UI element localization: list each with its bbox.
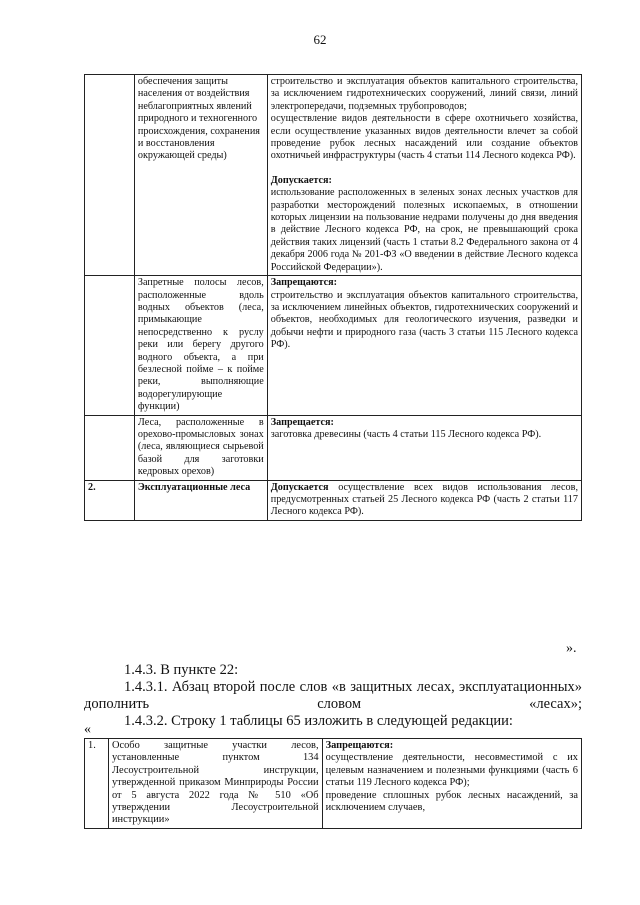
table-row [85, 480, 582, 520]
table-cell-rules [267, 480, 581, 520]
rule-text: строительство и эксплуатация объектов капитального строительства, за исключением линейных объектов, гидротехнических сооружений и объектов, необходимых для геологического изучения, разведки и добычи нефти и природного газа (часть 3 статьи 115 Лесного кодекса РФ). [270, 289, 578, 351]
table-cell-number [85, 276, 135, 415]
table-cell-category [134, 415, 267, 480]
permit-label: Допускается: [270, 174, 332, 186]
table-65-row [84, 738, 582, 829]
table-cell-rules [267, 75, 581, 276]
table-cell-category [134, 276, 267, 415]
table-cell-number [85, 415, 135, 480]
category-text: обеспечения защиты населения от воздействия неблагоприятных явлений природного и техногенного происхождения, сохранения и восстановления окружающей среды) [137, 76, 260, 162]
table-row [85, 415, 582, 480]
table-cell-category: Эксплуатационные леса [134, 480, 267, 520]
closing-quote: ». [566, 641, 577, 656]
table-cell-rules [267, 276, 581, 415]
category-text: Запретные полосы лесов, расположенные вдоль водных объектов (леса, примыкающие непосредственно к руслу реки или берегу другого водного объекта, а при безлесной пойме – к пойме реки, выполняющие водорегулирующие функции) [137, 277, 264, 413]
table-cell-rules [267, 415, 581, 480]
category-text: Леса, расположенные в орехово-промысловых зонах (леса, являющиеся сырьевой базой для заготовки кедровых орехов) [137, 416, 264, 478]
table-row [85, 739, 582, 829]
table-cell-category: Особо защитные участки лесов, установленные пунктом 134 Лесоустроительной инструкции, утвержденной приказом Минприроды России от 5 августа 2022 года № 510 «Об утверждении Лесоустроительной инструкции» [108, 739, 322, 829]
paragraph: 1.4.3. В пункте 22: [124, 662, 239, 678]
table-cell-category [134, 75, 267, 276]
table-cell-number [85, 75, 135, 276]
permit-label: Допускается [270, 481, 329, 493]
table-row [85, 276, 582, 415]
table-cell-number: 1. [85, 739, 109, 829]
opening-quote: « [84, 722, 91, 737]
rule-text: использование расположенных в зеленых зонах лесных участков для разработки месторождений полезных ископаемых, в отношении которых лицензии на пользование недрами получены до дня введения в действие Лесного кодекса РФ, на срок, не превышающий срока действия таких лицензий (часть 1 статьи 8.2 Федерального закона от 4 декабря 2006 года № 201-ФЗ «О введении в действие Лесного кодекса Российской Федерации»). [270, 187, 578, 273]
table-cell-rules [322, 739, 581, 829]
rule-text: осуществление деятельности, несовместимой с их целевым назначением и полезными функциями (часть 6 статьи 119 Лесного кодекса РФ); [325, 752, 578, 789]
prohibit-label: Запрещается: [270, 416, 334, 428]
table-cell-number: 2. [85, 480, 135, 520]
rule-text: проведение сплошных рубок лесных насаждений, за исключением случаев, [325, 789, 578, 814]
rule-text: осуществление всех видов использования лесов, предусмотренных статьей 25 Лесного кодекса РФ (часть 2 статьи 117 Лесного кодекса РФ). [270, 481, 578, 518]
prohibit-label: Запрещаются: [325, 740, 394, 751]
table-row [85, 75, 582, 276]
paragraph: 1.4.3.2. Строку 1 таблицы 65 изложить в следующей редакции: [124, 713, 513, 729]
prohibit-label: Запрещаются: [270, 277, 338, 289]
page-number: 62 [313, 32, 327, 47]
paragraph: 1.4.3.1. Абзац второй после слов «в защитных лесах, эксплуатационных» дополнить словом «лесах»; [84, 679, 582, 712]
rule-text: строительство и эксплуатация объектов капитального строительства, за исключением гидротехнических сооружений, линий связи, линий электропередачи, подземных трубопроводов; [270, 76, 578, 112]
rule-text: заготовка древесины (часть 4 статьи 115 Лесного кодекса РФ). [270, 428, 542, 440]
rule-text: осуществление видов деятельности в сфере охотничьего хозяйства, если осуществление указанных видов деятельности влечет за собой проведение рубок лесных насаждений или создание объектов охотничьей инфраструктуры (часть 4 статьи 114 Лесного кодекса РФ). [270, 113, 578, 162]
restrictions-table [84, 74, 582, 521]
